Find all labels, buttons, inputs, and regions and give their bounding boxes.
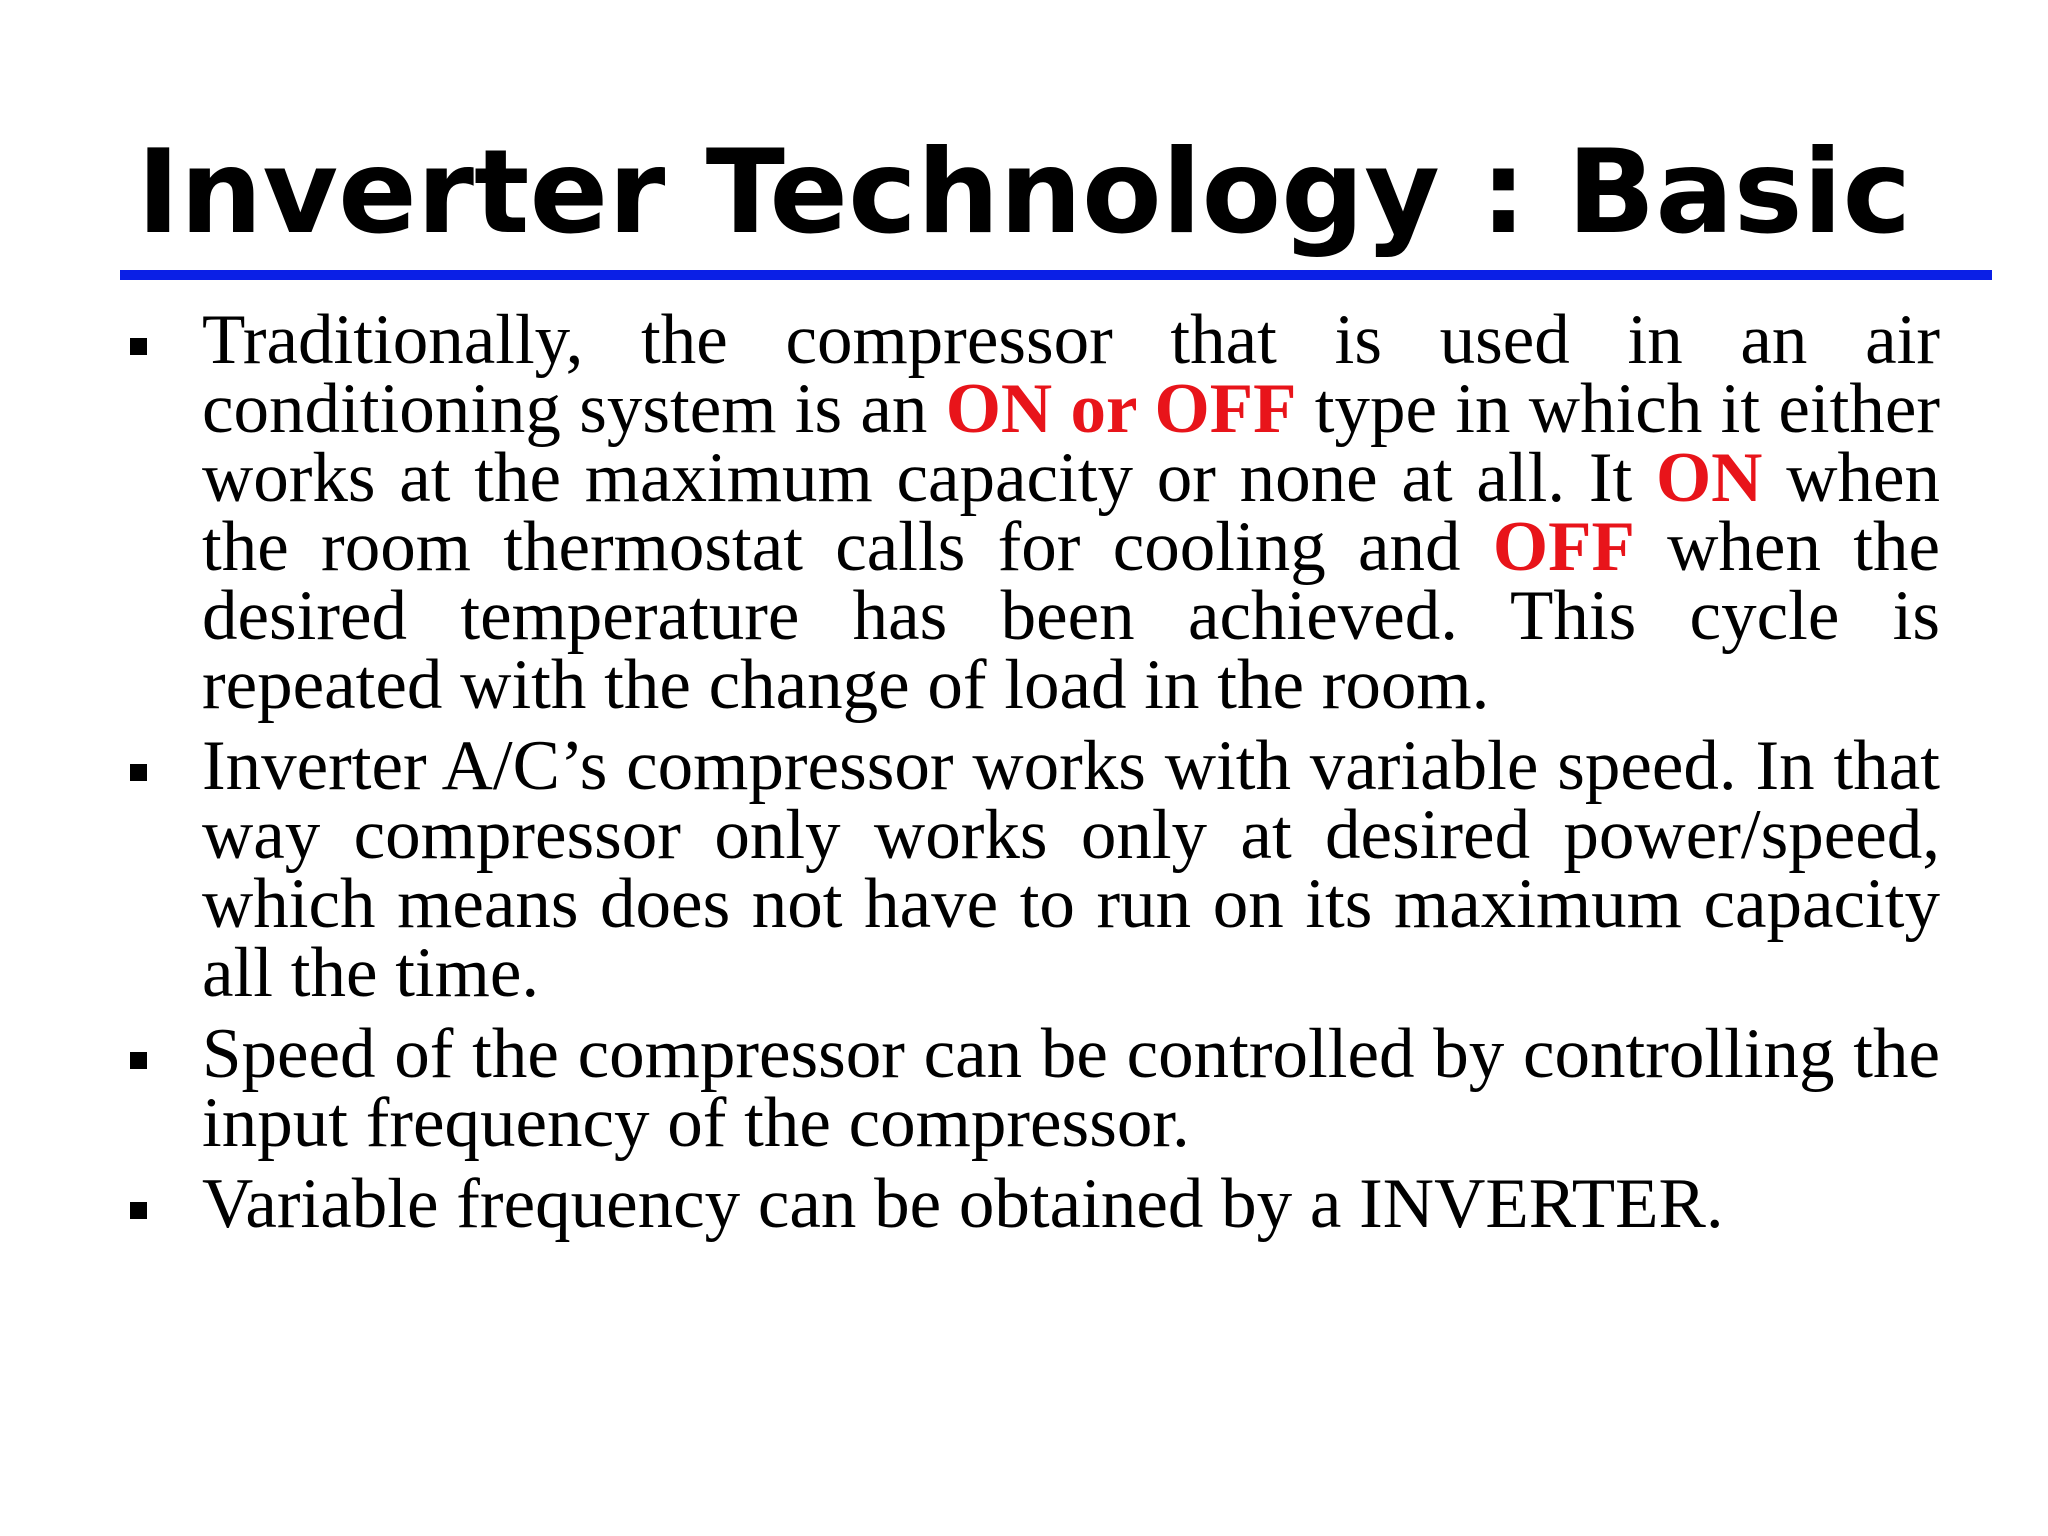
bullet-text: when the room thermostat calls for cooling and <box>202 439 1940 586</box>
square-bullet-icon <box>130 1052 147 1069</box>
bullet-text: Variable frequency can be obtained by a INVERTER. <box>202 1165 1724 1243</box>
highlight-on-or-off: ON or OFF <box>945 370 1297 448</box>
bullet-text: type in which it either works at the maximum capacity or none at all. It <box>202 370 1940 517</box>
bullet-list <box>120 301 1940 1251</box>
square-bullet-icon <box>130 764 147 781</box>
highlight-off: OFF <box>1492 508 1635 586</box>
square-bullet-icon <box>130 338 147 355</box>
bullet-item-3 <box>120 1015 1940 1162</box>
title-divider <box>120 270 1992 280</box>
bullet-text: Traditionally, the compressor that is used in an air conditioning system is an <box>202 301 1940 448</box>
highlight-on: ON <box>1655 439 1763 517</box>
bullet-text: Inverter A/C’s compressor works with variable speed. In that way compressor only works only at desired power/speed, which means does not have to run on its maximum capacity all the time. <box>202 727 1940 1012</box>
bullet-item-2 <box>120 727 1940 1012</box>
bullet-text: when the desired temperature has been achieved. This cycle is repeated with the change of load in the room. <box>202 508 1940 724</box>
square-bullet-icon <box>130 1202 147 1219</box>
bullet-item-4 <box>120 1165 1940 1243</box>
slide-title: Inverter Technology : Basic <box>136 125 1912 260</box>
bullet-item-1 <box>120 301 1940 724</box>
bullet-text: Speed of the compressor can be controlled by controlling the input frequency of the compressor. <box>202 1015 1940 1162</box>
